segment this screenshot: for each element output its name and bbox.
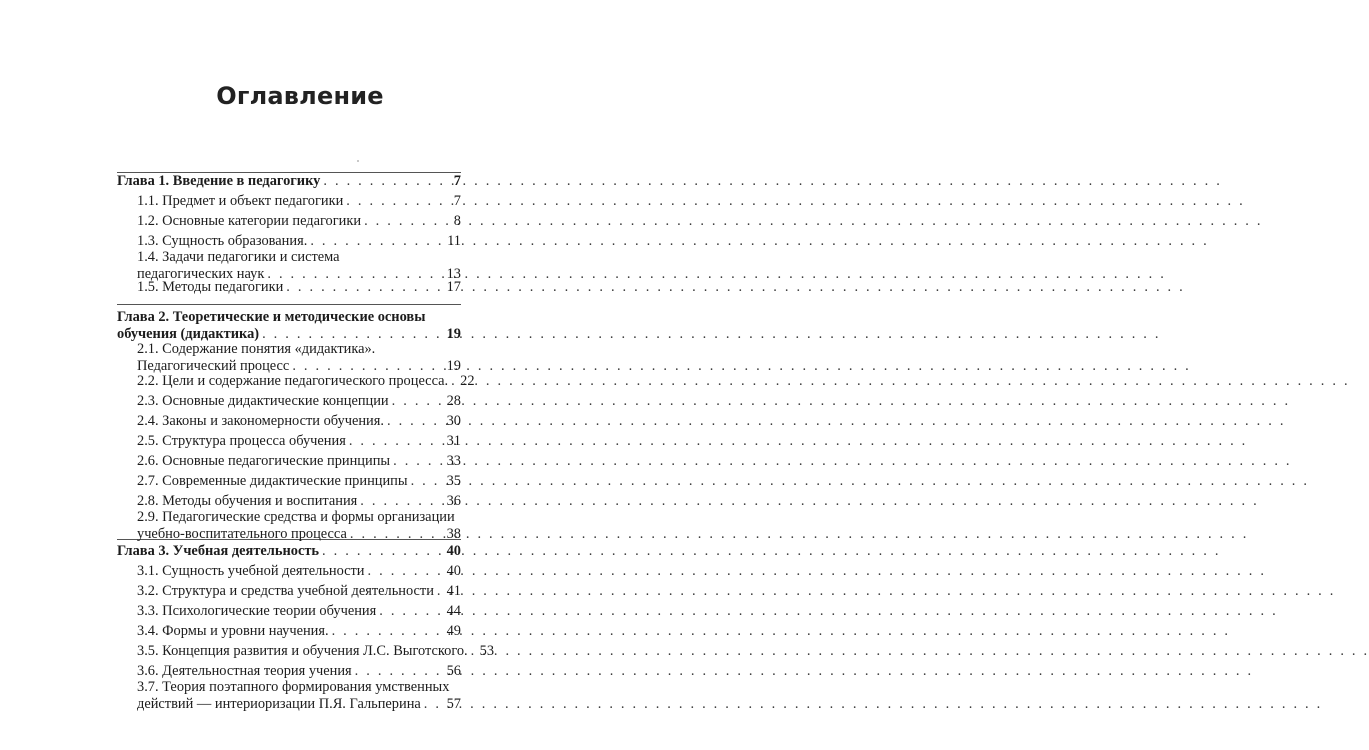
toc-dot-leader — [471, 643, 477, 660]
toc-page-number: 22 — [460, 373, 475, 389]
toc-entry-title: 2.7. Современные дидактические принципы — [137, 473, 408, 489]
toc-entry-line — [137, 193, 461, 210]
toc-entry-line — [137, 279, 461, 296]
toc-section-entry — [137, 643, 495, 660]
page — [0, 0, 600, 750]
toc-entry-title: 1.5. Методы педагогики — [137, 279, 284, 295]
toc-page-number: 19 — [446, 358, 461, 374]
toc-entry-title: Педагогический процесс — [137, 358, 290, 374]
toc-dot-leader — [393, 453, 444, 470]
toc-dot-leader — [350, 526, 444, 543]
toc-dot-leader — [322, 543, 444, 560]
toc-dot-leader — [387, 413, 444, 430]
toc-section-entry — [137, 433, 461, 450]
toc-section-entry — [137, 603, 461, 620]
toc-section-entry — [137, 473, 461, 490]
toc-dot-leader — [411, 473, 444, 490]
toc-section-entry — [137, 279, 461, 296]
toc-entry-title: учебно-воспитательного процесса — [137, 526, 347, 542]
toc-entry-line — [137, 563, 461, 580]
toc-dot-leader — [364, 213, 451, 230]
toc-entry-title: Глава 3. Учебная деятельность — [117, 543, 320, 559]
toc-section-entry — [137, 623, 461, 640]
toc-entry-line — [137, 393, 461, 410]
toc-entry-line — [137, 233, 461, 250]
toc-dot-leader — [437, 583, 444, 600]
toc-chapter-entry — [117, 543, 461, 560]
toc-entry-title: 3.5. Концепция развития и обучения Л.С. Выготского. — [137, 643, 468, 659]
toc-entry-title: обучения (дидактика) — [117, 326, 260, 342]
toc-page-number: 57 — [446, 696, 461, 712]
toc-entry-title: 3.3. Психологические теории обучения — [137, 603, 377, 619]
toc-entry-title: Глава 1. Введение в педагогику — [117, 173, 321, 189]
toc-page-number: 13 — [446, 266, 461, 282]
toc-dot-leader — [286, 279, 443, 296]
toc-page-number: 11 — [447, 233, 461, 249]
toc-entry-line — [117, 543, 461, 560]
toc-section-entry — [137, 393, 461, 410]
toc-section-entry — [137, 509, 461, 543]
toc-entry-title: 2.2. Цели и содержание педагогического процесса. — [137, 373, 449, 389]
toc-section-entry — [137, 563, 461, 580]
toc-entry-title: 2.4. Законы и закономерности обучения. — [137, 413, 384, 429]
toc-entry-line — [137, 373, 475, 390]
toc-section-entry — [137, 453, 461, 470]
toc-entry-title: 3.6. Деятельностная теория учения — [137, 663, 352, 679]
toc-entry-line — [137, 493, 461, 510]
toc-section-entry — [137, 193, 461, 210]
toc-section-entry — [137, 373, 475, 390]
toc-section-entry — [137, 341, 461, 375]
toc-entry-line — [137, 453, 461, 470]
toc-page-number: 56 — [446, 663, 461, 679]
toc-entry-line — [137, 643, 495, 660]
toc-entry-title: 1.2. Основные категории педагогики — [137, 213, 362, 229]
toc-entry-line — [137, 526, 461, 543]
toc-page-number: 7 — [453, 173, 461, 189]
toc-dot-leader — [355, 663, 444, 680]
toc-dot-leader — [346, 193, 451, 210]
toc-page-number: 40 — [446, 543, 461, 559]
toc-entry-title: 3.1. Сущность учебной деятельности — [137, 563, 365, 579]
toc-entry-line — [137, 623, 461, 640]
toc-dot-leader — [323, 173, 450, 190]
toc-entry-line — [137, 603, 461, 620]
toc-dot-leader — [392, 393, 444, 410]
toc-dot-leader — [424, 696, 444, 713]
toc-entry-title-first-line: Глава 2. Теоретические и методические основы — [117, 309, 426, 325]
toc-entry-line — [137, 583, 461, 600]
toc-entry-title: действий — интериоризации П.Я. Гальперина — [137, 696, 421, 712]
toc-entry-title: 1.3. Сущность образования. — [137, 233, 308, 249]
toc-page-number: 41 — [446, 583, 461, 599]
toc-entry-title: 2.6. Основные педагогические принципы — [137, 453, 391, 469]
toc-entry-title-first-line: 2.9. Педагогические средства и формы организации — [137, 509, 455, 525]
decorative-dot — [357, 160, 359, 162]
toc-page-number: 31 — [446, 433, 461, 449]
toc-page-number: 38 — [446, 526, 461, 542]
toc-page-number: 30 — [446, 413, 461, 429]
toc-entry-line — [137, 213, 461, 230]
toc-page-number: 35 — [446, 473, 461, 489]
toc-section-entry — [137, 679, 461, 713]
toc-page-number: 17 — [446, 279, 461, 295]
toc-page-number: 33 — [446, 453, 461, 469]
chapter-2-rule — [117, 304, 461, 305]
toc-entry-title: педагогических наук — [137, 266, 265, 282]
toc-page-number: 8 — [453, 213, 461, 229]
toc-section-entry — [137, 663, 461, 680]
toc-page-number: 40 — [446, 563, 461, 579]
toc-section-entry — [137, 583, 461, 600]
toc-dot-leader — [349, 433, 444, 450]
toc-dot-leader — [368, 563, 444, 580]
page-title: Оглавление — [216, 82, 384, 110]
toc-section-entry — [137, 493, 461, 510]
toc-chapter-entry — [117, 173, 461, 190]
toc-entry-line — [137, 663, 461, 680]
toc-entry-title-first-line: 3.7. Теория поэтапного формирования умственных — [137, 679, 450, 695]
toc-page-number: 49 — [446, 623, 461, 639]
toc-entry-line — [117, 173, 461, 190]
toc-section-entry — [137, 213, 461, 230]
toc-page-number: 28 — [446, 393, 461, 409]
toc-entry-title: 3.4. Формы и уровни научения. — [137, 623, 329, 639]
toc-dot-leader — [360, 493, 443, 510]
toc-entry-line — [137, 473, 461, 490]
toc-page-number: 36 — [446, 493, 461, 509]
toc-chapter-entry — [117, 309, 461, 343]
toc-section-entry — [137, 413, 461, 430]
toc-dot-leader — [332, 623, 444, 640]
toc-dot-leader — [310, 233, 444, 250]
toc-entry-line — [137, 433, 461, 450]
toc-page-number: 19 — [446, 326, 461, 342]
toc-entry-line — [137, 696, 461, 713]
toc-entry-title: 2.8. Методы обучения и воспитания — [137, 493, 358, 509]
toc-entry-title-first-line: 1.4. Задачи педагогики и система — [137, 249, 340, 265]
toc-page-number: 44 — [446, 603, 461, 619]
toc-dot-leader — [451, 373, 457, 390]
toc-entry-title: 2.5. Структура процесса обучения — [137, 433, 346, 449]
toc-entry-line — [137, 413, 461, 430]
toc-dot-leader — [379, 603, 443, 620]
toc-entry-title: 2.3. Основные дидактические концепции — [137, 393, 389, 409]
toc-entry-title-first-line: 2.1. Содержание понятия «дидактика». — [137, 341, 376, 357]
toc-entry-title: 3.2. Структура и средства учебной деятельности — [137, 583, 434, 599]
toc-page-number: 53 — [479, 643, 495, 659]
toc-page-number: 7 — [453, 193, 461, 209]
toc-section-entry — [137, 233, 461, 250]
toc-section-entry — [137, 249, 461, 283]
toc-entry-title: 1.1. Предмет и объект педагогики — [137, 193, 344, 209]
